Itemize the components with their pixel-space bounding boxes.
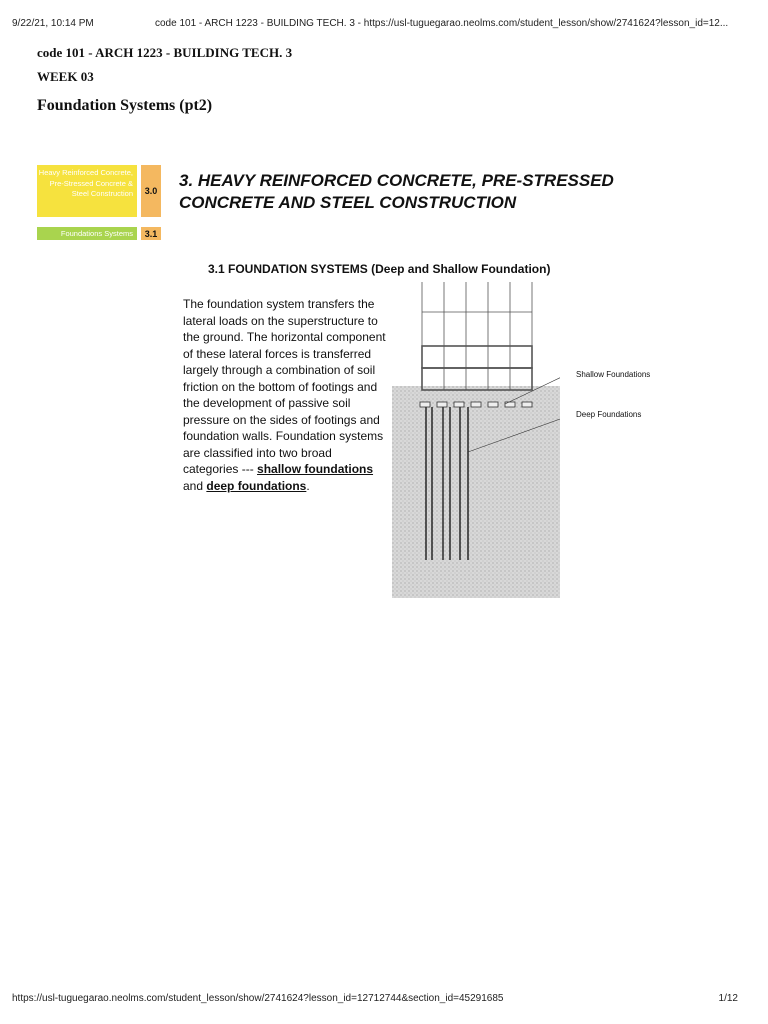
shallow-foundations-label: Shallow Foundations — [576, 370, 651, 379]
nav-item-foundation-systems[interactable]: Foundations Systems — [37, 227, 137, 240]
page-number: 1/12 — [718, 993, 738, 1004]
nav-item-number-3-1: 3.1 — [141, 227, 161, 240]
deep-foundations-label: Deep Foundations — [576, 410, 642, 419]
print-footer-url: https://usl-tuguegarao.neolms.com/student_lesson/show/2741624?lesson_id=12712744&section_id=45291685 — [12, 993, 504, 1004]
footings — [420, 402, 532, 407]
section-title: 3. HEAVY REINFORCED CONCRETE, PRE-STRESSED CONCRETE AND STEEL CONSTRUCTION — [179, 171, 614, 212]
body-intro-text: The foundation system transfers the lateral loads on the superstructure to the ground. The horizontal component of these lateral forces is transferred largely through a combination of soil friction on the bottom of footings and the development of passive soil pressure on the sides of footings and foundation walls. Foundation systems are classified into two broad categories --- — [183, 297, 386, 476]
body-paragraph — [183, 296, 388, 494]
lesson-title: Foundation Systems (pt2) — [37, 97, 213, 114]
nav-item-number-3-0: 3.0 — [141, 165, 161, 217]
building-frame — [422, 282, 532, 390]
week-label: WEEK 03 — [37, 69, 94, 84]
shallow-foundations-link[interactable]: shallow foundations — [257, 462, 374, 476]
deep-foundations-link[interactable]: deep foundations — [206, 478, 307, 493]
and-text: and — [183, 478, 207, 493]
print-page-title: code 101 - ARCH 1223 - BUILDING TECH. 3 - https://usl-tuguegarao.neolms.com/student_lesson/show/2741624?lesson_id=12... — [155, 18, 729, 29]
course-title: code 101 - ARCH 1223 - BUILDING TECH. 3 — [37, 45, 293, 60]
soil-layer — [392, 386, 560, 598]
nav-item-heavy-construction[interactable]: Heavy Reinforced Concrete, Pre-Stressed Concrete & Steel Construction — [37, 165, 137, 217]
print-datetime: 9/22/21, 10:14 PM — [12, 18, 94, 29]
foundation-diagram — [392, 282, 560, 598]
end-text: . — [306, 478, 310, 493]
subsection-title: 3.1 FOUNDATION SYSTEMS (Deep and Shallow Foundation) — [208, 262, 551, 276]
